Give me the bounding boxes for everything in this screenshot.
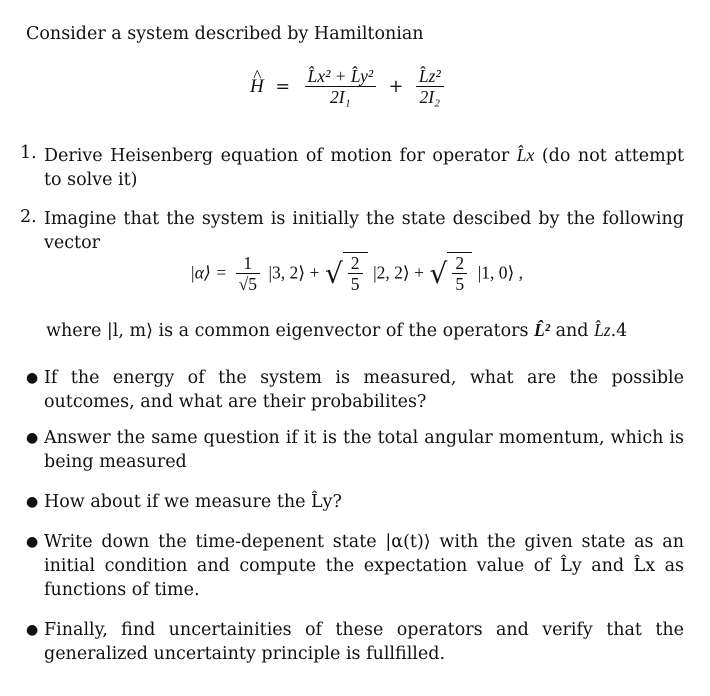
item-2-label: 2. [20,207,37,227]
coeff-2-num: 2 [348,253,363,274]
where-post: .4 [610,321,628,341]
bullet-dot: ● [26,622,39,638]
state-vector-equation [190,252,523,302]
fraction-2-numerator: L̂z² [416,66,444,87]
hamiltonian-symbol: ^ H [250,76,264,98]
where-pre: where |l, m⟩ is a common eigenvector of the operators [46,321,529,341]
ket-3: |1, 0⟩ , [477,262,524,283]
state-ket: |α⟩ = [190,262,228,283]
item-1-tail: (do not attempt to solve it) [44,146,684,190]
fraction-2 [416,66,444,107]
item-2-text: Imagine that the system is initially the state descibed by the following vector [44,209,684,253]
fraction-1-numerator: L̂x² + L̂y² [305,66,377,87]
coeff-3-den: 5 [455,274,465,295]
where-line [46,320,627,341]
equals-sign: = [275,76,290,97]
item-1-text [44,143,684,192]
item-1-operator: L̂x [516,145,535,165]
coeff-1-num: 1 [236,253,260,274]
coeff-2: √ $\frac{2}{5}$ [325,252,368,294]
item-1-label: 1. [20,143,37,163]
bullet-dot: ● [26,494,39,510]
coeff-3-num: 2 [452,253,467,274]
bullet-4: Write down the time-depenent state |α(t)⟩ with the given state as an initial condition and compute the expectation value of L̂y and L̂x as functions of time. [44,532,684,600]
hamiltonian-equation [250,66,447,126]
where-mid: and [555,321,589,341]
coeff-2-den: 5 [350,274,360,295]
coeff-1 [236,253,260,294]
bullet-2: Answer the same question if it is the total angular momentum, which is being measured [44,428,684,472]
bullet-5: Finally, find uncertainities of these operators and verify that the generalized uncertainty principle is fullfilled. [44,620,684,664]
bullet-1: If the energy of the system is measured, what are the possible outcomes, and what are their probabilites? [44,368,684,412]
plus-sign: + [388,76,404,97]
ket-2: |2, 2⟩ + [373,262,424,283]
coeff-3: √ $\frac{2}{5}$ [430,252,473,294]
bullet-dot: ● [26,534,39,550]
fraction-1-denominator: 2I₁ [329,87,351,108]
fraction-2-denominator: 2I₂ [419,87,441,108]
bullet-dot: ● [26,370,39,386]
item-1-body: Derive Heisenberg equation of motion for operator [44,146,510,166]
bullet-dot: ● [26,430,39,446]
where-op1: L̂² [534,320,550,340]
intro-text: Consider a system described by Hamiltonian [26,24,424,44]
ket-1: |3, 2⟩ + [268,262,320,283]
where-op2: L̂z [594,320,611,340]
fraction-1 [305,66,377,107]
coeff-1-den: √5 [238,273,257,294]
bullet-3: How about if we measure the L̂y? [44,492,342,512]
